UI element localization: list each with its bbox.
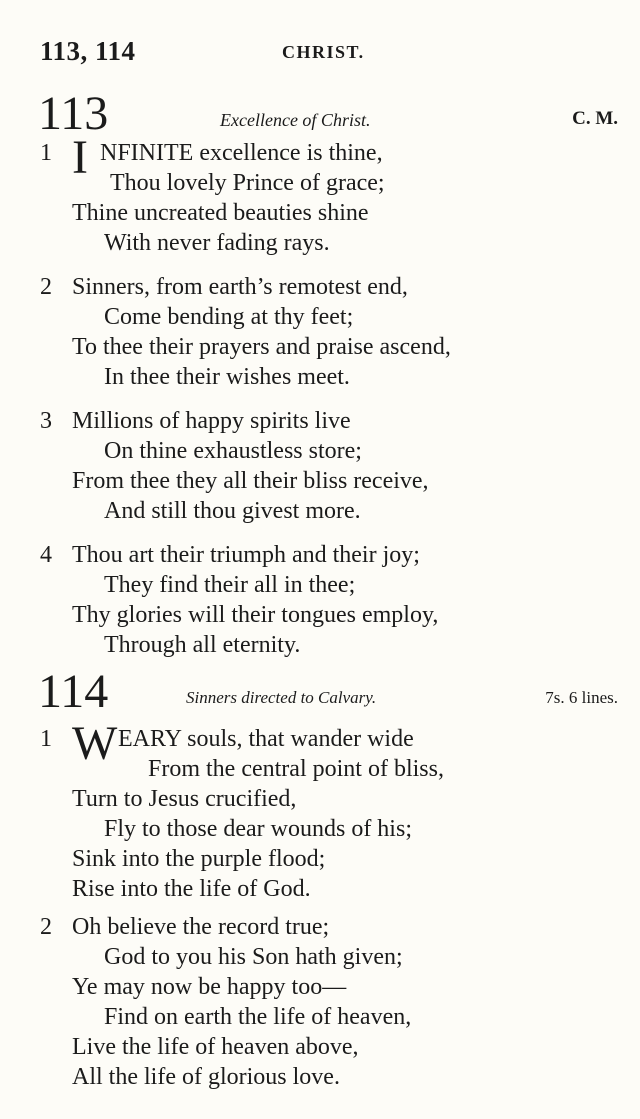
verse-number: 1 xyxy=(40,726,52,752)
verse-line: Sinners, from earth’s remotest end, xyxy=(72,274,408,300)
verse-line: They find their all in thee; xyxy=(104,572,356,598)
hymn-114-header xyxy=(38,665,618,718)
verse-line: Through all eternity. xyxy=(104,632,301,658)
verse-line: Find on earth the life of heaven, xyxy=(104,1004,412,1030)
page-numbers: 113, 114 xyxy=(40,36,136,66)
drop-cap: W xyxy=(72,717,118,770)
verse-line: From the central point of bliss, xyxy=(148,756,444,782)
verse-line: Thou art their triumph and their joy; xyxy=(72,542,420,568)
verse-line: Thy glories will their tongues employ, xyxy=(72,602,439,628)
verse-line: And still thou givest more. xyxy=(104,498,361,524)
verse-line: Oh believe the record true; xyxy=(72,914,330,940)
verse-number: 2 xyxy=(40,914,52,940)
verse-line: Millions of happy spirits live xyxy=(72,408,351,434)
verse-number: 3 xyxy=(40,408,52,434)
verse-line: Thou lovely Prince of grace; xyxy=(110,170,385,196)
verse-line: Thine uncreated beauties shine xyxy=(72,200,369,226)
verse-line: Rise into the life of God. xyxy=(72,876,311,902)
verse-line: Sink into the purple flood; xyxy=(72,846,326,872)
hymn-113-header xyxy=(38,87,618,140)
verse-line: Turn to Jesus crucified, xyxy=(72,786,297,812)
hymn-title: Excellence of Christ. xyxy=(220,110,371,130)
verse-line: Live the life of heaven above, xyxy=(72,1034,359,1060)
verse-line: To thee their prayers and praise ascend, xyxy=(72,334,451,360)
hymn-number: 114 xyxy=(38,665,109,718)
verse-number: 1 xyxy=(40,140,52,166)
verse-line: Come bending at thy feet; xyxy=(104,304,354,330)
section-title: CHRIST. xyxy=(282,42,365,62)
verse-line: NFINITE excellence is thine, xyxy=(100,140,383,166)
verse-line: All the life of glorious love. xyxy=(72,1064,340,1090)
hymn-number: 113 xyxy=(38,87,109,140)
verse-line: EARY souls, that wander wide xyxy=(118,726,414,752)
hymn-title: Sinners directed to Calvary. xyxy=(186,688,377,707)
verse-line: On thine exhaustless store; xyxy=(104,438,362,464)
drop-cap: I xyxy=(72,131,88,184)
hymn-meter: 7s. 6 lines. xyxy=(545,688,618,707)
verse-line: God to you his Son hath given; xyxy=(104,944,403,970)
verse-number: 4 xyxy=(40,542,52,568)
verse-line: With never fading rays. xyxy=(104,230,330,256)
verse-number: 2 xyxy=(40,274,52,300)
verse-line: In thee their wishes meet. xyxy=(104,364,350,390)
running-head xyxy=(40,36,600,66)
hymn-meter: C. M. xyxy=(572,108,618,129)
verse-line: Ye may now be happy too— xyxy=(72,974,347,1000)
verse-line: From thee they all their bliss receive, xyxy=(72,468,429,494)
verse-line: Fly to those dear wounds of his; xyxy=(104,816,412,842)
